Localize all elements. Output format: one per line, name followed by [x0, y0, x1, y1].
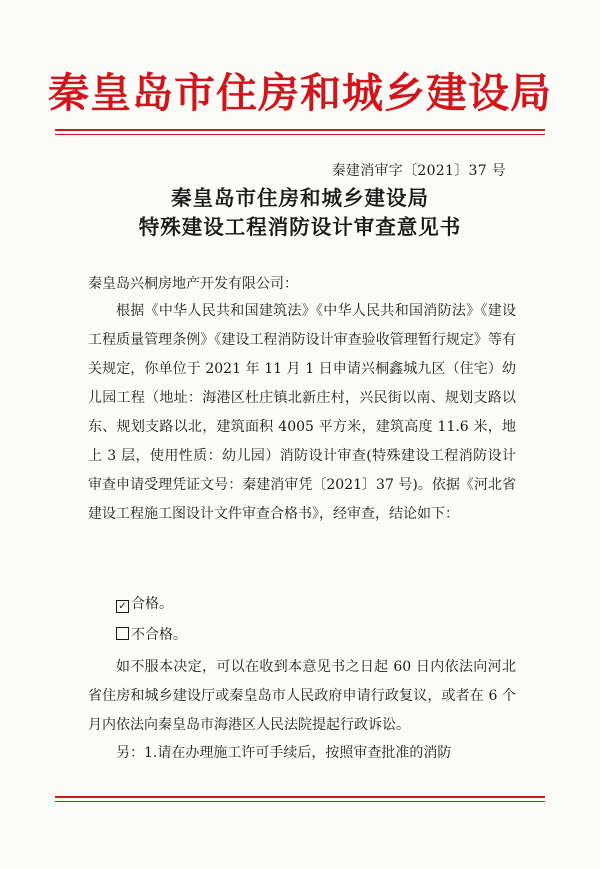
option-fail: [116, 621, 416, 650]
footer-red-rule: [55, 796, 545, 798]
unchecked-box-icon: [116, 627, 129, 640]
footer-red-rule-thin: [55, 801, 545, 802]
option-pass: [116, 590, 416, 619]
document-number: 秦建消审字〔2021〕37 号: [331, 163, 506, 179]
checked-box-icon: [116, 600, 129, 613]
option-pass-label: 合格。: [131, 596, 173, 612]
appeal-paragraph: 如不服本决定，可以在收到本意见书之日起 60 日内依法向河北省住房和城乡建设厅或秦皇岛市人民政府申请行政复议，或者在 6 个月内依法向秦皇岛市海港区人民法院提起行政诉讼。: [88, 659, 516, 733]
recipient: 秦皇岛兴桐房地产开发有限公司：: [88, 276, 298, 292]
document-title-issuer: 秦皇岛市住房和城乡建设局: [171, 186, 429, 210]
letterhead-red-rule: [55, 129, 545, 131]
letterhead-red-rule-thin: [55, 134, 545, 135]
check-mark-icon: ✓: [118, 601, 127, 612]
option-fail-label: 不合格。: [131, 627, 187, 643]
letterhead-title: 秦皇岛市住房和城乡建设局: [48, 69, 552, 117]
document-title: 特殊建设工程消防设计审查意见书: [138, 215, 462, 239]
other-paragraph: 另：1.请在办理施工许可手续后，按照审查批准的消防: [116, 745, 452, 761]
body-paragraph: 根据《中华人民共和国建筑法》《中华人民共和国消防法》《建设工程质量管理条例》《建设工程消防设计审查验收管理暂行规定》等有关规定，你单位于 2021 年 11 月 1 日申请兴桐鑫城九区（住宅）幼儿园工程（地址：海港区杜庄镇北新庄村，兴民街以南、规划支路以东、规划支路以北，建筑面积 4005 平方米，建筑高度 11.6 米，地上 3 层，使用性质：幼儿园）消防设计审查(特殊建设工程消防设计审查申请受理凭证文号：秦建消审凭〔2021〕37 号)。依据《河北省建设工程施工图设计文件审查合格书》，经审查，结论如下：: [88, 303, 516, 522]
